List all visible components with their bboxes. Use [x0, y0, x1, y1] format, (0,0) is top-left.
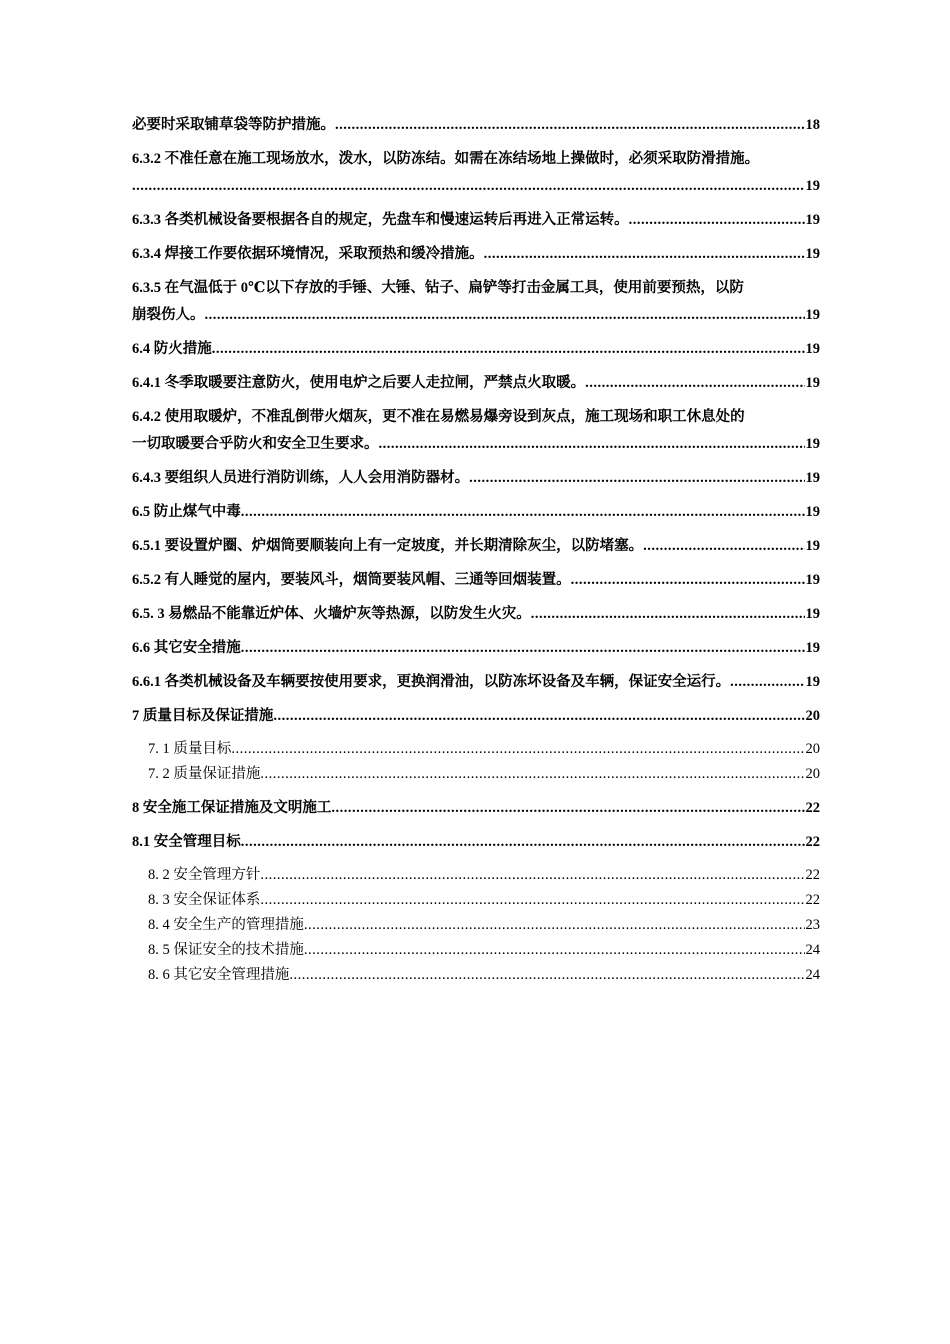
toc-page-number[interactable]: 19 — [805, 307, 820, 323]
toc-page-number[interactable]: 20 — [805, 741, 820, 757]
toc-sub-entry[interactable] — [132, 938, 820, 963]
toc-leader-dots — [335, 112, 805, 139]
toc-entry[interactable] — [132, 112, 820, 139]
toc-entry[interactable] — [132, 499, 820, 526]
toc-entry[interactable] — [132, 703, 820, 730]
toc-leader-dots — [304, 913, 805, 938]
toc-sub-entry[interactable] — [132, 762, 820, 787]
toc-entry-title[interactable]: 8. 3 安全保证体系 — [148, 892, 261, 908]
toc-leader-dots — [273, 703, 804, 730]
toc-leader-dots — [379, 431, 805, 458]
toc-page-number[interactable]: 22 — [805, 867, 820, 883]
toc-page-number[interactable]: 19 — [805, 375, 820, 391]
toc-page-number[interactable]: 19 — [805, 606, 820, 622]
toc-leader-dots — [260, 863, 804, 888]
toc-leader-dots — [730, 669, 804, 696]
toc-page-number[interactable]: 23 — [805, 917, 820, 933]
toc-entry-title[interactable]: 7 质量目标及保证措施 — [132, 708, 274, 724]
toc-leader-dots — [484, 241, 805, 268]
toc-leader-dots — [289, 963, 804, 988]
toc-page-number[interactable]: 19 — [805, 504, 820, 520]
toc-entry-title[interactable]: 6.4.1 冬季取暖要注意防火，使用电炉之后要人走拉闸，严禁点火取暖。 — [132, 375, 586, 391]
toc-entry-title[interactable]: 7. 1 质量目标 — [148, 741, 232, 757]
toc-page-number[interactable]: 19 — [805, 436, 820, 452]
toc-entry[interactable] — [132, 567, 820, 594]
toc-entry[interactable] — [132, 275, 820, 329]
toc-page-number[interactable]: 22 — [805, 800, 820, 816]
toc-entry[interactable] — [132, 533, 820, 560]
toc-entry-title[interactable]: 一切取暖要合乎防火和安全卫生要求。 — [132, 436, 379, 452]
toc-entry-title[interactable]: 6.5.1 要设置炉圈、炉烟筒要顺装向上有一定坡度，并长期清除灰尘，以防堵塞。 — [132, 538, 644, 554]
toc-page-number[interactable]: 20 — [805, 766, 820, 782]
toc-sub-entries-8 — [132, 863, 820, 988]
toc-entry-title[interactable]: 必要时采取铺草袋等防护措施。 — [132, 117, 335, 133]
toc-page-number[interactable]: 22 — [805, 892, 820, 908]
toc-entry-title[interactable]: 7. 2 质量保证措施 — [148, 766, 261, 782]
toc-leader-dots — [585, 370, 804, 397]
toc-leader-dots — [241, 635, 805, 662]
toc-entry-title[interactable]: 8 安全施工保证措施及文明施工 — [132, 800, 332, 816]
toc-leader-dots — [241, 829, 805, 856]
toc-entry[interactable] — [132, 829, 820, 856]
toc-entry[interactable] — [132, 404, 820, 458]
toc-entry-title[interactable]: 6.3.3 各类机械设备要根据各自的规定，先盘车和慢速运转后再进入正常运转。 — [132, 212, 629, 228]
toc-entry-title[interactable]: 6.5. 3 易燃品不能靠近炉体、火墙炉灰等热源，以防发生火灾。 — [132, 606, 531, 622]
toc-sub-entry[interactable] — [132, 913, 820, 938]
toc-page-number[interactable]: 18 — [805, 117, 820, 133]
toc-page — [132, 112, 820, 996]
toc-leader-dots — [304, 938, 805, 963]
toc-page-number[interactable]: 24 — [805, 942, 820, 958]
toc-page-number[interactable]: 20 — [805, 708, 820, 724]
toc-entry[interactable] — [132, 669, 820, 696]
toc-entry-title[interactable]: 6.3.4 焊接工作要依据环境情况，采取预热和缓冷措施。 — [132, 246, 484, 262]
toc-main-entries — [132, 112, 820, 730]
toc-leader-dots — [205, 302, 805, 329]
toc-sub-entry[interactable] — [132, 863, 820, 888]
toc-entry[interactable] — [132, 635, 820, 662]
toc-leader-dots — [241, 499, 805, 526]
toc-leader-dots — [643, 533, 804, 560]
toc-entry-title-line1[interactable]: 6.4.2 使用取暖炉，不准乱倒带火烟灰，更不准在易燃易爆旁设到灰点，施工现场和职工休息处的 — [132, 409, 745, 425]
toc-entry-title[interactable]: 6.5 防止煤气中毒 — [132, 504, 241, 520]
toc-leader-dots — [231, 737, 804, 762]
toc-entry-title[interactable]: 6.4 防火措施 — [132, 341, 212, 357]
toc-page-number[interactable]: 19 — [805, 640, 820, 656]
toc-entry-title-line1[interactable]: 6.3.2 不准任意在施工现场放水，泼水，以防冻结。如需在冻结场地上操做时，必须采取防滑措施。 — [132, 151, 760, 167]
toc-entry-title[interactable]: 6.4.3 要组织人员进行消防训练，人人会用消防器材。 — [132, 470, 470, 486]
toc-page-number[interactable]: 19 — [805, 572, 820, 588]
toc-entry-title[interactable]: 8. 4 安全生产的管理措施 — [148, 917, 304, 933]
toc-page-number[interactable]: 19 — [805, 212, 820, 228]
toc-entry[interactable] — [132, 207, 820, 234]
toc-entry-title[interactable]: 8. 2 安全管理方针 — [148, 867, 261, 883]
toc-entry-title[interactable]: 6.6.1 各类机械设备及车辆要按使用要求，更换润滑油，以防冻坏设备及车辆，保证安全运行。 — [132, 674, 731, 690]
toc-entry-title[interactable]: 8. 5 保证安全的技术措施 — [148, 942, 304, 958]
toc-page-number[interactable]: 24 — [805, 967, 820, 983]
toc-leader-dots — [132, 173, 805, 200]
toc-entry[interactable] — [132, 795, 820, 822]
toc-leader-dots — [331, 795, 804, 822]
toc-page-number[interactable]: 19 — [805, 470, 820, 486]
toc-entry[interactable] — [132, 601, 820, 628]
toc-leader-dots — [260, 762, 804, 787]
toc-entry-title[interactable]: 8. 6 其它安全管理措施 — [148, 967, 290, 983]
toc-sub-entry[interactable] — [132, 737, 820, 762]
toc-page-number[interactable]: 19 — [805, 341, 820, 357]
toc-sub-entry[interactable] — [132, 888, 820, 913]
toc-entry[interactable] — [132, 241, 820, 268]
toc-sub-entries-7 — [132, 737, 820, 787]
toc-page-number[interactable]: 19 — [805, 538, 820, 554]
toc-entry-title[interactable]: 8.1 安全管理目标 — [132, 834, 241, 850]
toc-entry-title[interactable]: 6.5.2 有人睡觉的屋内，要装风斗，烟筒要装风帽、三通等回烟装置。 — [132, 572, 571, 588]
toc-leader-dots — [531, 601, 805, 628]
toc-entry[interactable] — [132, 336, 820, 363]
toc-leader-dots — [629, 207, 805, 234]
toc-leader-dots — [212, 336, 805, 363]
toc-entry-title[interactable]: 崩裂伤人。 — [132, 307, 205, 323]
toc-leader-dots — [260, 888, 804, 913]
toc-page-number[interactable]: 19 — [805, 674, 820, 690]
toc-entry[interactable] — [132, 146, 820, 200]
toc-main-entries-8 — [132, 795, 820, 856]
toc-sub-entry[interactable] — [132, 963, 820, 988]
toc-entry[interactable] — [132, 465, 820, 492]
toc-leader-dots — [469, 465, 804, 492]
toc-page-number[interactable]: 19 — [805, 178, 820, 194]
toc-entry-title[interactable]: 6.6 其它安全措施 — [132, 640, 241, 656]
toc-page-number[interactable]: 19 — [805, 246, 820, 262]
toc-leader-dots — [571, 567, 805, 594]
toc-entry[interactable] — [132, 370, 820, 397]
toc-page-number[interactable]: 22 — [805, 834, 820, 850]
toc-entry-title-line1[interactable]: 6.3.5 在气温低于 0℃以下存放的手锤、大锤、钻子、扁铲等打击金属工具，使用前要预热，以防 — [132, 280, 744, 296]
